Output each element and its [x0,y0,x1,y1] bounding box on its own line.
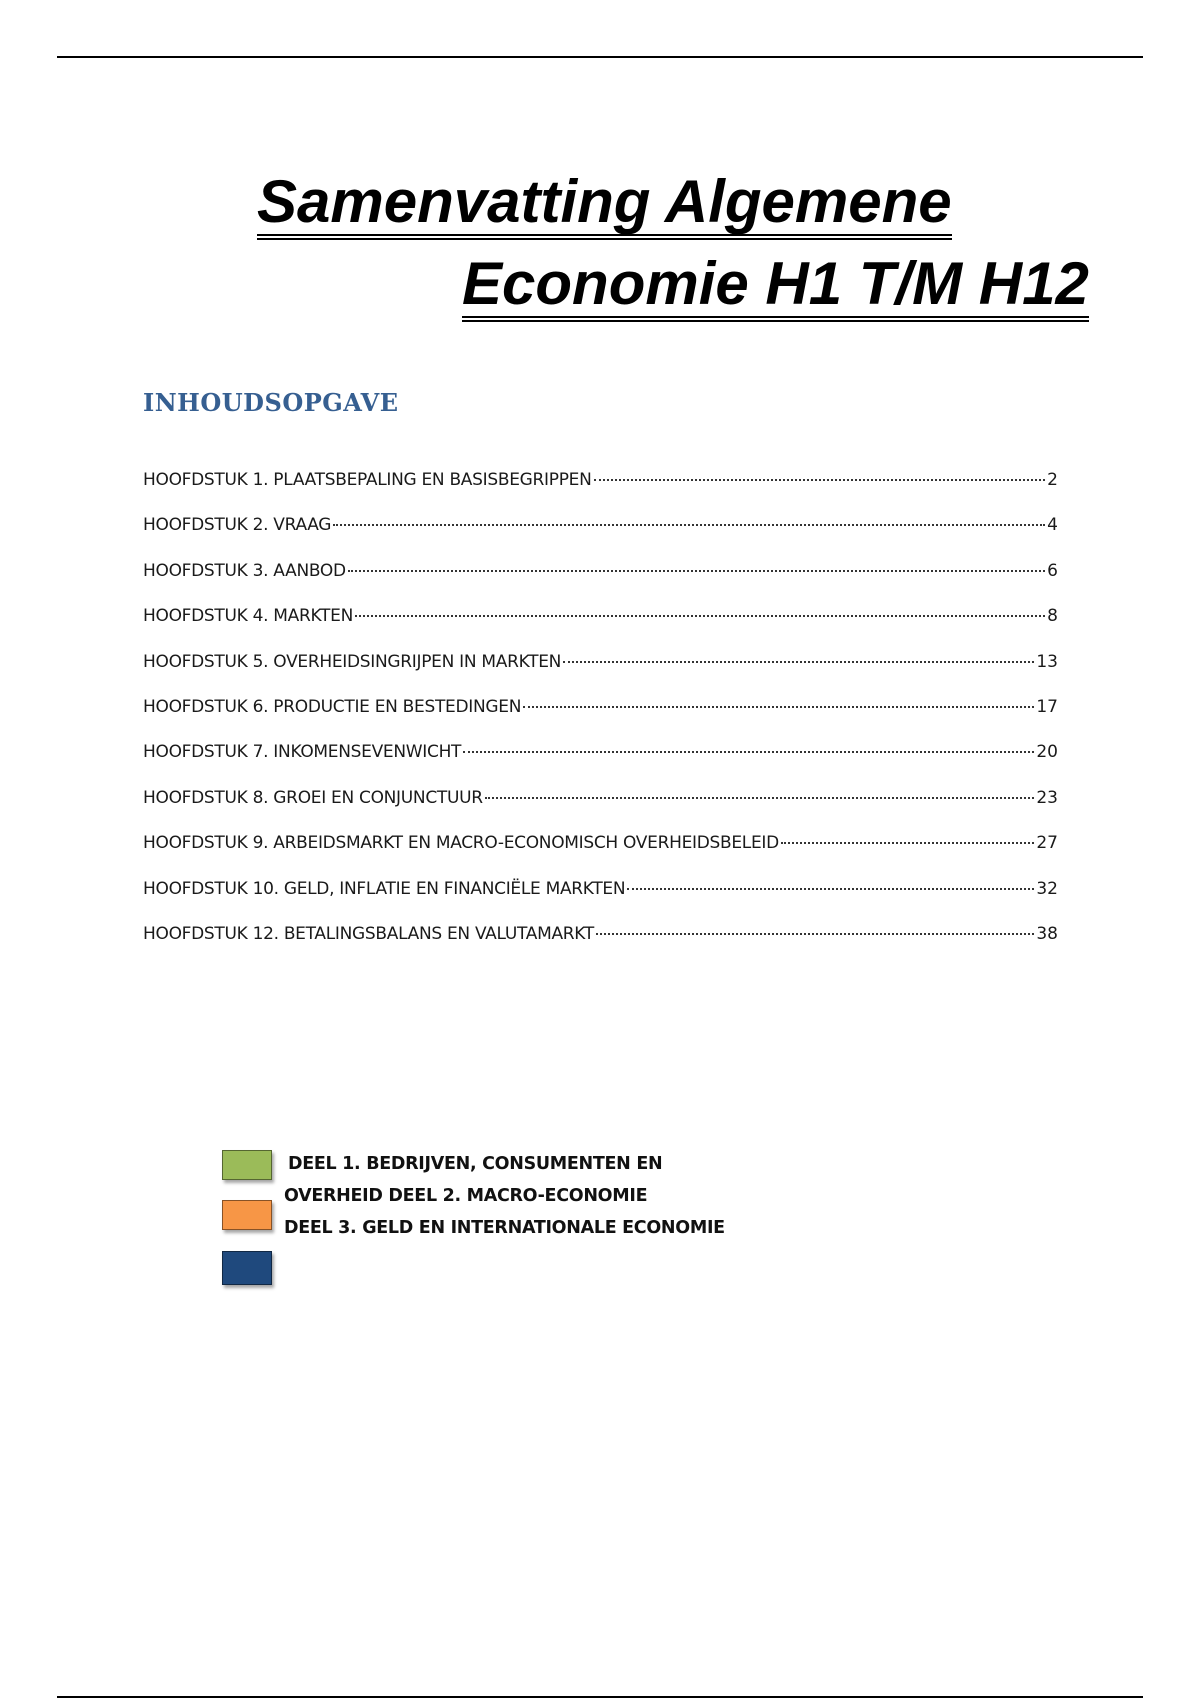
toc-page-number: 20 [1036,742,1058,763]
bottom-rule [57,1696,1143,1698]
legend-swatch-orange [222,1200,272,1230]
toc-entry-3[interactable] [143,561,1058,606]
legend-swatch-blue [222,1251,272,1285]
toc-dot-leader [563,661,1034,663]
toc-dot-leader [485,797,1035,799]
toc-page-number: 8 [1047,606,1058,627]
toc-entry-label: HOOFDSTUK 8. GROEI EN CONJUNCTUUR [143,787,483,808]
toc-entry-5[interactable] [143,652,1058,697]
toc-page-number: 13 [1036,651,1058,672]
toc-entry-label: HOOFDSTUK 1. PLAATSBEPALING EN BASISBEGRIPPEN [143,470,592,490]
toc-page-number: 38 [1036,923,1058,944]
toc-page-number: 23 [1036,787,1058,808]
toc-page-number: 17 [1036,696,1058,717]
toc-entry-label: HOOFDSTUK 7. INKOMENSEVENWICHT [143,742,462,763]
legend-line-3: DEEL 3. GELD EN INTERNATIONALE ECONOMIE [284,1218,725,1238]
toc-entry-10[interactable] [143,879,1058,924]
toc-dot-leader [463,751,1034,753]
toc-dot-leader [348,570,1045,572]
toc-entry-label: HOOFDSTUK 4. MARKTEN [143,606,353,627]
table-of-contents [143,470,1058,969]
top-rule [57,56,1143,58]
toc-entry-label: HOOFDSTUK 9. ARBEIDSMARKT EN MACRO-ECONOMISCH OVERHEIDSBELEID [143,833,779,854]
toc-dot-leader [596,933,1034,935]
legend-line-2: OVERHEID DEEL 2. MACRO-ECONOMIE [284,1186,648,1206]
toc-dot-leader [333,524,1045,526]
toc-entry-4[interactable] [143,606,1058,651]
toc-entry-label: HOOFDSTUK 2. VRAAG [143,515,332,536]
toc-entry-2[interactable] [143,515,1058,560]
toc-entry-7[interactable] [143,742,1058,787]
toc-heading: INHOUDSOPGAVE [143,388,399,417]
toc-entry-label: HOOFDSTUK 6. PRODUCTIE EN BESTEDINGEN [143,696,522,717]
document-title-line-2 [0,250,1200,322]
toc-dot-leader [523,706,1034,708]
toc-dot-leader [627,888,1034,890]
toc-page-number: 27 [1036,833,1058,854]
toc-entry-label: HOOFDSTUK 3. AANBOD [143,560,346,581]
toc-entry-label: HOOFDSTUK 12. BETALINGSBALANS EN VALUTAMARKT [143,923,594,944]
toc-dot-leader [355,615,1045,617]
color-legend [222,1150,922,1290]
document-title-line-1 [0,168,1200,240]
legend-text [284,1148,725,1244]
toc-page-number: 6 [1047,560,1058,581]
legend-line-1: DEEL 1. BEDRIJVEN, CONSUMENTEN EN [288,1154,663,1174]
toc-entry-8[interactable] [143,788,1058,833]
toc-page-number: 4 [1047,515,1058,536]
toc-dot-leader [781,842,1034,844]
toc-page-number: 2 [1047,470,1058,490]
toc-page-number: 32 [1036,878,1058,899]
toc-entry-9[interactable] [143,833,1058,878]
title-text-2: Economie H1 T/M H12 [462,254,1089,322]
toc-entry-6[interactable] [143,697,1058,742]
toc-entry-label: HOOFDSTUK 10. GELD, INFLATIE EN FINANCIËLE MARKTEN [143,878,626,899]
legend-swatch-green [222,1150,272,1180]
toc-entry-12[interactable] [143,924,1058,969]
toc-entry-1[interactable] [143,470,1058,515]
toc-dot-leader [594,479,1046,481]
title-text-1: Samenvatting Algemene [257,172,952,240]
toc-entry-label: HOOFDSTUK 5. OVERHEIDSINGRIJPEN IN MARKTEN [143,651,562,672]
